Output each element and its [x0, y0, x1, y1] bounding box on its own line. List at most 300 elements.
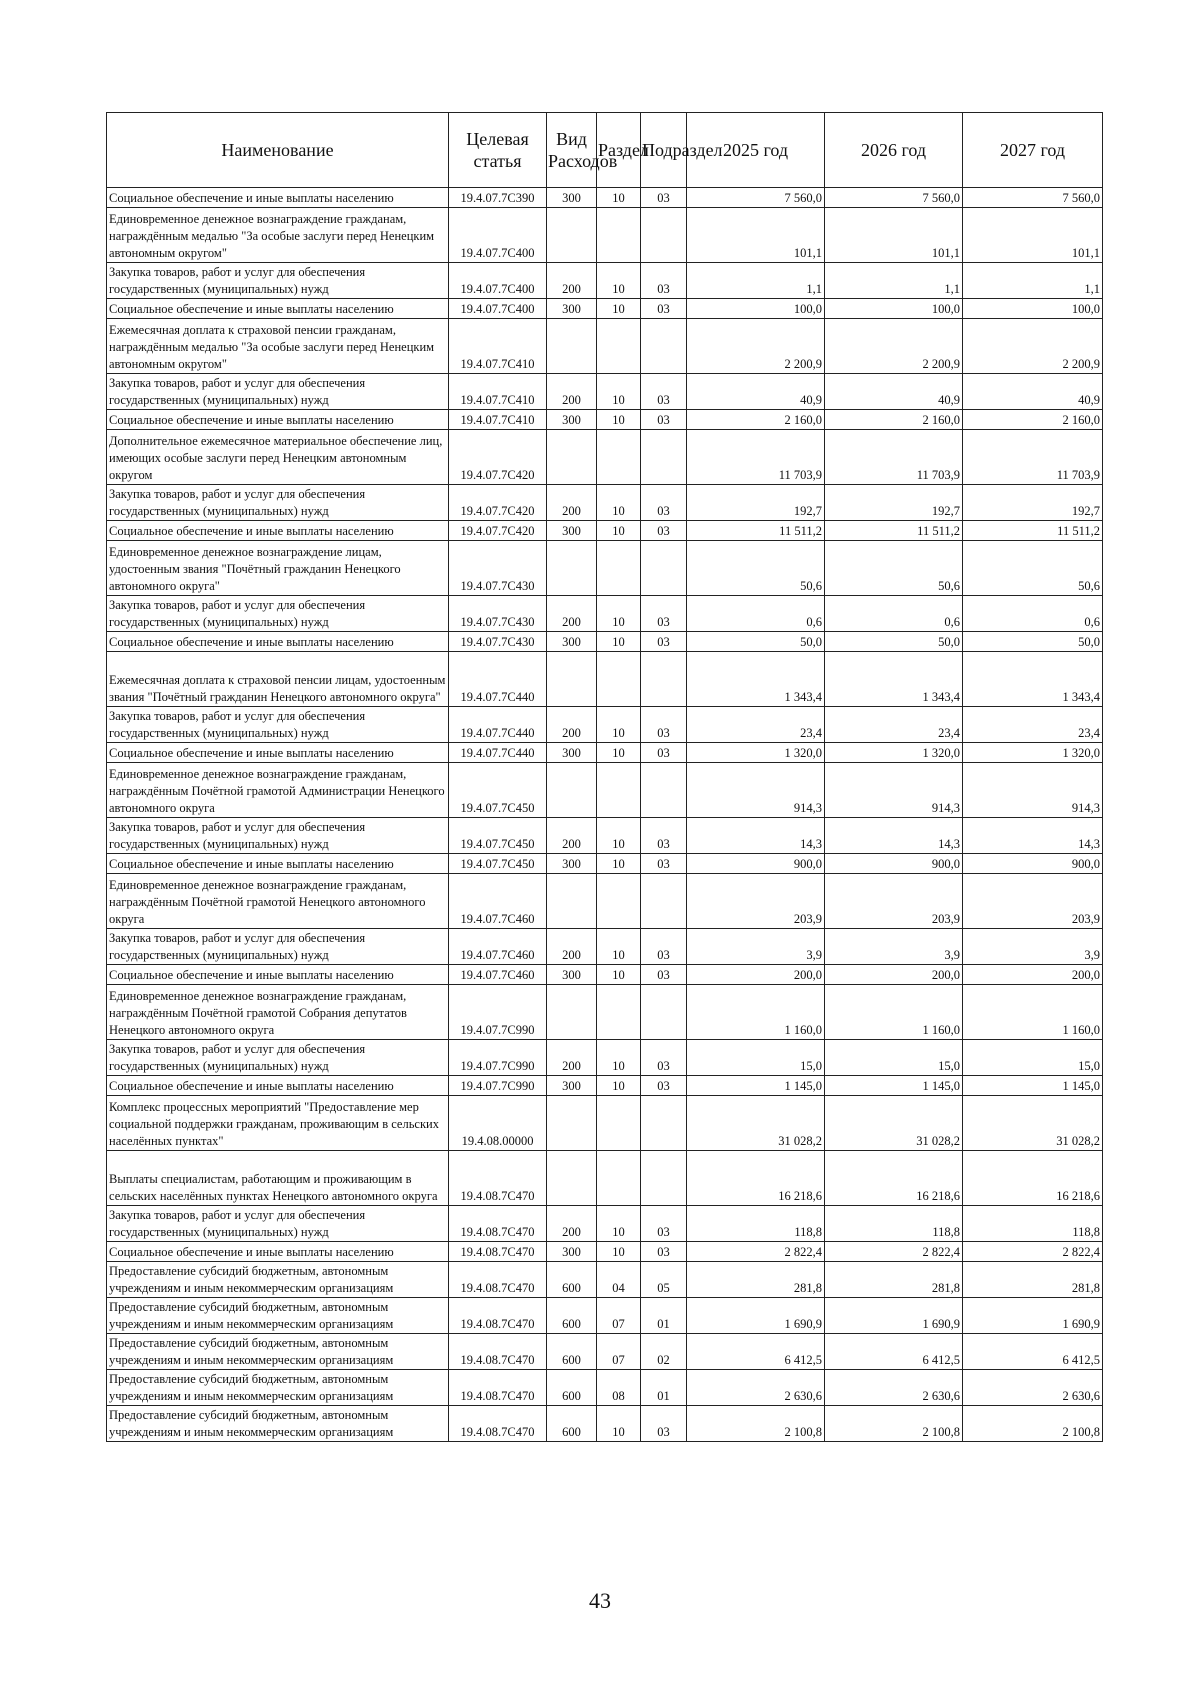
cell-year-2025: 11 511,2: [687, 521, 825, 541]
cell-target-article: 19.4.07.7С420: [449, 430, 547, 485]
cell-subsection: 03: [641, 374, 687, 410]
cell-section: 04: [597, 1262, 641, 1298]
cell-section: [597, 430, 641, 485]
cell-target-article: 19.4.07.7С410: [449, 410, 547, 430]
table-row: [107, 1242, 1103, 1262]
cell-subsection: [641, 319, 687, 374]
cell-name: Закупка товаров, работ и услуг для обеспечения государственных (муниципальных) нужд: [107, 1206, 449, 1242]
cell-section: 10: [597, 188, 641, 208]
cell-expense-type: 600: [547, 1370, 597, 1406]
cell-target-article: 19.4.07.7С990: [449, 985, 547, 1040]
cell-year-2026: 2 822,4: [825, 1242, 963, 1262]
cell-year-2027: 200,0: [963, 965, 1103, 985]
cell-subsection: 03: [641, 1242, 687, 1262]
cell-name: Дополнительное ежемесячное материальное обеспечение лиц, имеющих особые заслуги перед Ненецким автономным округом: [107, 430, 449, 485]
cell-section: 10: [597, 632, 641, 652]
cell-year-2027: 0,6: [963, 596, 1103, 632]
cell-subsection: 03: [641, 965, 687, 985]
cell-name: Закупка товаров, работ и услуг для обеспечения государственных (муниципальных) нужд: [107, 707, 449, 743]
cell-expense-type: 200: [547, 818, 597, 854]
cell-section: 10: [597, 929, 641, 965]
cell-subsection: 01: [641, 1370, 687, 1406]
cell-target-article: 19.4.07.7С420: [449, 485, 547, 521]
cell-expense-type: [547, 1151, 597, 1206]
table-row: [107, 299, 1103, 319]
cell-target-article: 19.4.07.7С400: [449, 208, 547, 263]
cell-year-2026: 6 412,5: [825, 1334, 963, 1370]
cell-section: [597, 208, 641, 263]
cell-expense-type: 300: [547, 743, 597, 763]
cell-year-2025: 23,4: [687, 707, 825, 743]
cell-expense-type: [547, 874, 597, 929]
cell-name: Социальное обеспечение и иные выплаты населению: [107, 299, 449, 319]
header-year-2027: 2027 год: [963, 113, 1103, 188]
header-expense-type: Вид Расходов: [547, 113, 597, 188]
cell-year-2027: 6 412,5: [963, 1334, 1103, 1370]
cell-year-2027: 31 028,2: [963, 1096, 1103, 1151]
cell-name: Ежемесячная доплата к страховой пенсии лицам, удостоенным звания "Почётный гражданин Ненецкого автономного округа": [107, 652, 449, 707]
cell-subsection: [641, 208, 687, 263]
cell-section: [597, 541, 641, 596]
cell-target-article: 19.4.08.7С470: [449, 1298, 547, 1334]
cell-year-2025: 1,1: [687, 263, 825, 299]
cell-year-2025: 100,0: [687, 299, 825, 319]
cell-year-2026: 914,3: [825, 763, 963, 818]
cell-target-article: 19.4.07.7С450: [449, 763, 547, 818]
cell-year-2025: 2 200,9: [687, 319, 825, 374]
cell-target-article: 19.4.07.7С430: [449, 541, 547, 596]
cell-section: 10: [597, 485, 641, 521]
cell-year-2027: 3,9: [963, 929, 1103, 965]
table-row: [107, 632, 1103, 652]
cell-target-article: 19.4.07.7С440: [449, 707, 547, 743]
cell-year-2025: 31 028,2: [687, 1096, 825, 1151]
cell-year-2026: 40,9: [825, 374, 963, 410]
cell-expense-type: 300: [547, 854, 597, 874]
cell-year-2027: 23,4: [963, 707, 1103, 743]
cell-target-article: 19.4.07.7С410: [449, 374, 547, 410]
cell-name: Закупка товаров, работ и услуг для обеспечения государственных (муниципальных) нужд: [107, 1040, 449, 1076]
cell-expense-type: [547, 652, 597, 707]
cell-year-2027: 1 145,0: [963, 1076, 1103, 1096]
cell-subsection: [641, 1151, 687, 1206]
cell-name: Социальное обеспечение и иные выплаты населению: [107, 854, 449, 874]
cell-section: [597, 874, 641, 929]
cell-target-article: 19.4.07.7С450: [449, 854, 547, 874]
cell-year-2026: 100,0: [825, 299, 963, 319]
cell-year-2026: 101,1: [825, 208, 963, 263]
cell-section: 07: [597, 1298, 641, 1334]
cell-name: Единовременное денежное вознаграждение гражданам, награждённым Почётной грамотой Ненецкого автономного округа: [107, 874, 449, 929]
table-row: [107, 188, 1103, 208]
cell-year-2025: 0,6: [687, 596, 825, 632]
cell-year-2027: 2 200,9: [963, 319, 1103, 374]
cell-year-2027: 50,0: [963, 632, 1103, 652]
cell-target-article: 19.4.08.7С470: [449, 1262, 547, 1298]
cell-year-2027: 281,8: [963, 1262, 1103, 1298]
table-row: [107, 854, 1103, 874]
cell-year-2027: 1 160,0: [963, 985, 1103, 1040]
cell-year-2027: 1 343,4: [963, 652, 1103, 707]
cell-year-2025: 3,9: [687, 929, 825, 965]
cell-name: Единовременное денежное вознаграждение гражданам, награждённым Почётной грамотой Собрания депутатов Ненецкого автономного округа: [107, 985, 449, 1040]
cell-expense-type: [547, 208, 597, 263]
cell-expense-type: 200: [547, 374, 597, 410]
cell-section: 10: [597, 1206, 641, 1242]
cell-expense-type: [547, 763, 597, 818]
cell-year-2027: 100,0: [963, 299, 1103, 319]
cell-name: Социальное обеспечение и иные выплаты населению: [107, 521, 449, 541]
cell-target-article: 19.4.07.7С420: [449, 521, 547, 541]
cell-year-2027: 203,9: [963, 874, 1103, 929]
cell-target-article: 19.4.07.7С450: [449, 818, 547, 854]
cell-expense-type: [547, 430, 597, 485]
cell-target-article: 19.4.07.7С990: [449, 1040, 547, 1076]
cell-year-2027: 40,9: [963, 374, 1103, 410]
cell-target-article: 19.4.07.7С440: [449, 652, 547, 707]
cell-expense-type: 200: [547, 929, 597, 965]
cell-year-2025: 900,0: [687, 854, 825, 874]
table-row: [107, 541, 1103, 596]
cell-section: 10: [597, 707, 641, 743]
cell-expense-type: 200: [547, 1040, 597, 1076]
cell-year-2025: 50,6: [687, 541, 825, 596]
cell-year-2027: 7 560,0: [963, 188, 1103, 208]
cell-year-2026: 1 160,0: [825, 985, 963, 1040]
cell-name: Социальное обеспечение и иные выплаты населению: [107, 188, 449, 208]
cell-year-2025: 1 690,9: [687, 1298, 825, 1334]
cell-year-2026: 3,9: [825, 929, 963, 965]
cell-name: Социальное обеспечение и иные выплаты населению: [107, 1242, 449, 1262]
cell-year-2027: 2 822,4: [963, 1242, 1103, 1262]
cell-target-article: 19.4.08.7С470: [449, 1406, 547, 1442]
cell-year-2027: 900,0: [963, 854, 1103, 874]
cell-subsection: [641, 763, 687, 818]
cell-year-2027: 914,3: [963, 763, 1103, 818]
cell-subsection: 03: [641, 818, 687, 854]
cell-name: Закупка товаров, работ и услуг для обеспечения государственных (муниципальных) нужд: [107, 263, 449, 299]
cell-year-2025: 16 218,6: [687, 1151, 825, 1206]
table-body: [107, 188, 1103, 1442]
cell-year-2025: 50,0: [687, 632, 825, 652]
cell-year-2026: 900,0: [825, 854, 963, 874]
cell-subsection: 03: [641, 410, 687, 430]
cell-year-2027: 1,1: [963, 263, 1103, 299]
cell-year-2025: 2 822,4: [687, 1242, 825, 1262]
table-row: [107, 1406, 1103, 1442]
table-row: [107, 1040, 1103, 1076]
cell-year-2025: 1 160,0: [687, 985, 825, 1040]
cell-year-2025: 101,1: [687, 208, 825, 263]
header-year-2026: 2026 год: [825, 113, 963, 188]
cell-name: Предоставление субсидий бюджетным, автономным учреждениям и иным некоммерческим организациям: [107, 1406, 449, 1442]
cell-year-2025: 914,3: [687, 763, 825, 818]
cell-name: Социальное обеспечение и иные выплаты населению: [107, 632, 449, 652]
cell-subsection: 03: [641, 1206, 687, 1242]
cell-target-article: 19.4.08.7С470: [449, 1206, 547, 1242]
cell-name: Выплаты специалистам, работающим и проживающим в сельских населённых пунктах Ненецкого автономного округа: [107, 1151, 449, 1206]
cell-year-2027: 2 100,8: [963, 1406, 1103, 1442]
table-header: [107, 113, 1103, 188]
cell-subsection: 03: [641, 1076, 687, 1096]
cell-name: Предоставление субсидий бюджетным, автономным учреждениям и иным некоммерческим организациям: [107, 1298, 449, 1334]
cell-expense-type: 200: [547, 263, 597, 299]
cell-target-article: 19.4.07.7С400: [449, 299, 547, 319]
cell-name: Социальное обеспечение и иные выплаты населению: [107, 410, 449, 430]
cell-target-article: 19.4.07.7С440: [449, 743, 547, 763]
cell-section: [597, 763, 641, 818]
cell-year-2027: 11 703,9: [963, 430, 1103, 485]
cell-year-2025: 1 320,0: [687, 743, 825, 763]
cell-target-article: 19.4.08.7С470: [449, 1151, 547, 1206]
cell-target-article: 19.4.07.7С430: [449, 596, 547, 632]
cell-subsection: 03: [641, 299, 687, 319]
cell-year-2025: 2 160,0: [687, 410, 825, 430]
cell-expense-type: 300: [547, 188, 597, 208]
cell-subsection: 03: [641, 1406, 687, 1442]
table-row: [107, 208, 1103, 263]
table-row: [107, 985, 1103, 1040]
cell-expense-type: [547, 319, 597, 374]
cell-name: Закупка товаров, работ и услуг для обеспечения государственных (муниципальных) нужд: [107, 929, 449, 965]
cell-year-2027: 14,3: [963, 818, 1103, 854]
table-row: [107, 1076, 1103, 1096]
cell-expense-type: 300: [547, 1076, 597, 1096]
page-number: 43: [589, 1588, 611, 1613]
cell-section: 10: [597, 854, 641, 874]
cell-section: 10: [597, 818, 641, 854]
cell-year-2026: 11 703,9: [825, 430, 963, 485]
cell-target-article: 19.4.07.7С460: [449, 965, 547, 985]
cell-subsection: [641, 985, 687, 1040]
cell-subsection: 03: [641, 521, 687, 541]
cell-year-2025: 6 412,5: [687, 1334, 825, 1370]
cell-year-2027: 2 160,0: [963, 410, 1103, 430]
table-row: [107, 1096, 1103, 1151]
cell-subsection: [641, 874, 687, 929]
cell-name: Предоставление субсидий бюджетным, автономным учреждениям и иным некоммерческим организациям: [107, 1370, 449, 1406]
cell-year-2027: 2 630,6: [963, 1370, 1103, 1406]
cell-section: 10: [597, 521, 641, 541]
table-row: [107, 485, 1103, 521]
table-row: [107, 374, 1103, 410]
cell-target-article: 19.4.08.7С470: [449, 1370, 547, 1406]
cell-expense-type: 200: [547, 707, 597, 743]
cell-year-2025: 2 630,6: [687, 1370, 825, 1406]
cell-subsection: 03: [641, 596, 687, 632]
table-row: [107, 965, 1103, 985]
cell-year-2025: 40,9: [687, 374, 825, 410]
cell-section: 07: [597, 1334, 641, 1370]
cell-year-2025: 203,9: [687, 874, 825, 929]
cell-expense-type: 300: [547, 521, 597, 541]
cell-section: [597, 319, 641, 374]
cell-year-2025: 11 703,9: [687, 430, 825, 485]
cell-subsection: 03: [641, 188, 687, 208]
cell-expense-type: 200: [547, 1206, 597, 1242]
cell-subsection: 03: [641, 929, 687, 965]
header-year-2025: 2025 год: [687, 113, 825, 188]
cell-expense-type: [547, 541, 597, 596]
cell-subsection: [641, 541, 687, 596]
cell-subsection: [641, 652, 687, 707]
cell-year-2025: 14,3: [687, 818, 825, 854]
table-row: [107, 874, 1103, 929]
cell-year-2026: 200,0: [825, 965, 963, 985]
table-row: [107, 596, 1103, 632]
cell-year-2025: 200,0: [687, 965, 825, 985]
cell-target-article: 19.4.07.7С410: [449, 319, 547, 374]
cell-subsection: 03: [641, 854, 687, 874]
cell-section: 10: [597, 1040, 641, 1076]
table-row: [107, 1370, 1103, 1406]
header-subsection: Подраздел: [641, 113, 687, 188]
cell-target-article: 19.4.07.7С990: [449, 1076, 547, 1096]
table-row: [107, 430, 1103, 485]
cell-year-2027: 16 218,6: [963, 1151, 1103, 1206]
cell-year-2025: 15,0: [687, 1040, 825, 1076]
cell-year-2026: 2 160,0: [825, 410, 963, 430]
table-row: [107, 763, 1103, 818]
cell-expense-type: 300: [547, 632, 597, 652]
cell-name: Предоставление субсидий бюджетным, автономным учреждениям и иным некоммерческим организациям: [107, 1334, 449, 1370]
cell-year-2025: 281,8: [687, 1262, 825, 1298]
cell-year-2026: 2 200,9: [825, 319, 963, 374]
table-row: [107, 652, 1103, 707]
cell-year-2027: 192,7: [963, 485, 1103, 521]
cell-year-2027: 101,1: [963, 208, 1103, 263]
cell-year-2026: 118,8: [825, 1206, 963, 1242]
cell-target-article: 19.4.08.7С470: [449, 1334, 547, 1370]
cell-year-2026: 15,0: [825, 1040, 963, 1076]
cell-year-2026: 7 560,0: [825, 188, 963, 208]
cell-name: Единовременное денежное вознаграждение гражданам, награждённым Почётной грамотой Администрации Ненецкого автономного округа: [107, 763, 449, 818]
cell-year-2027: 1 320,0: [963, 743, 1103, 763]
table-row: [107, 1151, 1103, 1206]
cell-subsection: 03: [641, 743, 687, 763]
cell-subsection: 05: [641, 1262, 687, 1298]
cell-subsection: 03: [641, 485, 687, 521]
cell-name: Социальное обеспечение и иные выплаты населению: [107, 743, 449, 763]
table-row: [107, 521, 1103, 541]
table-row: [107, 1206, 1103, 1242]
cell-section: 10: [597, 743, 641, 763]
cell-year-2027: 15,0: [963, 1040, 1103, 1076]
cell-section: 10: [597, 374, 641, 410]
cell-expense-type: 600: [547, 1334, 597, 1370]
cell-expense-type: [547, 1096, 597, 1151]
cell-year-2025: 7 560,0: [687, 188, 825, 208]
cell-year-2026: 1 343,4: [825, 652, 963, 707]
cell-expense-type: [547, 985, 597, 1040]
cell-section: 10: [597, 263, 641, 299]
cell-subsection: 02: [641, 1334, 687, 1370]
cell-subsection: 03: [641, 263, 687, 299]
cell-year-2026: 1 145,0: [825, 1076, 963, 1096]
cell-year-2027: 11 511,2: [963, 521, 1103, 541]
cell-year-2026: 2 630,6: [825, 1370, 963, 1406]
table-row: [107, 319, 1103, 374]
cell-target-article: 19.4.07.7С430: [449, 632, 547, 652]
cell-target-article: 19.4.07.7С400: [449, 263, 547, 299]
cell-name: Единовременное денежное вознаграждение гражданам, награждённым медалью "За особые заслуги перед Ненецким автономным округом": [107, 208, 449, 263]
cell-year-2026: 281,8: [825, 1262, 963, 1298]
cell-year-2026: 14,3: [825, 818, 963, 854]
cell-year-2026: 16 218,6: [825, 1151, 963, 1206]
table-row: [107, 929, 1103, 965]
budget-table: [106, 112, 1103, 1442]
table-row: [107, 1298, 1103, 1334]
cell-target-article: 19.4.07.7С460: [449, 874, 547, 929]
cell-name: Закупка товаров, работ и услуг для обеспечения государственных (муниципальных) нужд: [107, 374, 449, 410]
cell-target-article: 19.4.07.7С390: [449, 188, 547, 208]
cell-year-2025: 2 100,8: [687, 1406, 825, 1442]
cell-section: 10: [597, 1242, 641, 1262]
cell-year-2026: 2 100,8: [825, 1406, 963, 1442]
cell-year-2025: 1 145,0: [687, 1076, 825, 1096]
cell-year-2026: 192,7: [825, 485, 963, 521]
cell-year-2025: 118,8: [687, 1206, 825, 1242]
header-section: Раздел: [597, 113, 641, 188]
cell-section: 10: [597, 596, 641, 632]
cell-name: Предоставление субсидий бюджетным, автономным учреждениям и иным некоммерческим организациям: [107, 1262, 449, 1298]
cell-year-2026: 50,0: [825, 632, 963, 652]
cell-target-article: 19.4.08.00000: [449, 1096, 547, 1151]
cell-section: 10: [597, 1076, 641, 1096]
cell-year-2027: 1 690,9: [963, 1298, 1103, 1334]
cell-name: Закупка товаров, работ и услуг для обеспечения государственных (муниципальных) нужд: [107, 818, 449, 854]
cell-expense-type: 300: [547, 965, 597, 985]
cell-name: Единовременное денежное вознаграждение лицам, удостоенным звания "Почётный гражданин Ненецкого автономного округа": [107, 541, 449, 596]
cell-section: [597, 1096, 641, 1151]
cell-year-2026: 1 690,9: [825, 1298, 963, 1334]
table-row: [107, 1262, 1103, 1298]
cell-section: 10: [597, 965, 641, 985]
cell-expense-type: 600: [547, 1298, 597, 1334]
header-target-article: Целевая статья: [449, 113, 547, 188]
cell-expense-type: 300: [547, 410, 597, 430]
table-row: [107, 707, 1103, 743]
table-row: [107, 1334, 1103, 1370]
cell-section: 10: [597, 410, 641, 430]
cell-name: Социальное обеспечение и иные выплаты населению: [107, 965, 449, 985]
cell-subsection: 03: [641, 632, 687, 652]
cell-section: [597, 652, 641, 707]
cell-name: Закупка товаров, работ и услуг для обеспечения государственных (муниципальных) нужд: [107, 596, 449, 632]
cell-target-article: 19.4.08.7С470: [449, 1242, 547, 1262]
cell-target-article: 19.4.07.7С460: [449, 929, 547, 965]
table-row: [107, 410, 1103, 430]
table-row: [107, 743, 1103, 763]
cell-subsection: 03: [641, 1040, 687, 1076]
cell-year-2026: 50,6: [825, 541, 963, 596]
cell-subsection: [641, 1096, 687, 1151]
cell-subsection: 01: [641, 1298, 687, 1334]
cell-section: 10: [597, 299, 641, 319]
cell-expense-type: 600: [547, 1262, 597, 1298]
cell-section: [597, 985, 641, 1040]
cell-expense-type: 300: [547, 1242, 597, 1262]
cell-section: 10: [597, 1406, 641, 1442]
cell-name: Комплекс процессных мероприятий "Предоставление мер социальной поддержки гражданам, проживающим в сельских населённых пунктах": [107, 1096, 449, 1151]
cell-year-2026: 1,1: [825, 263, 963, 299]
cell-year-2026: 11 511,2: [825, 521, 963, 541]
cell-subsection: [641, 430, 687, 485]
cell-year-2027: 50,6: [963, 541, 1103, 596]
cell-expense-type: 200: [547, 596, 597, 632]
cell-name: Социальное обеспечение и иные выплаты населению: [107, 1076, 449, 1096]
cell-name: Закупка товаров, работ и услуг для обеспечения государственных (муниципальных) нужд: [107, 485, 449, 521]
